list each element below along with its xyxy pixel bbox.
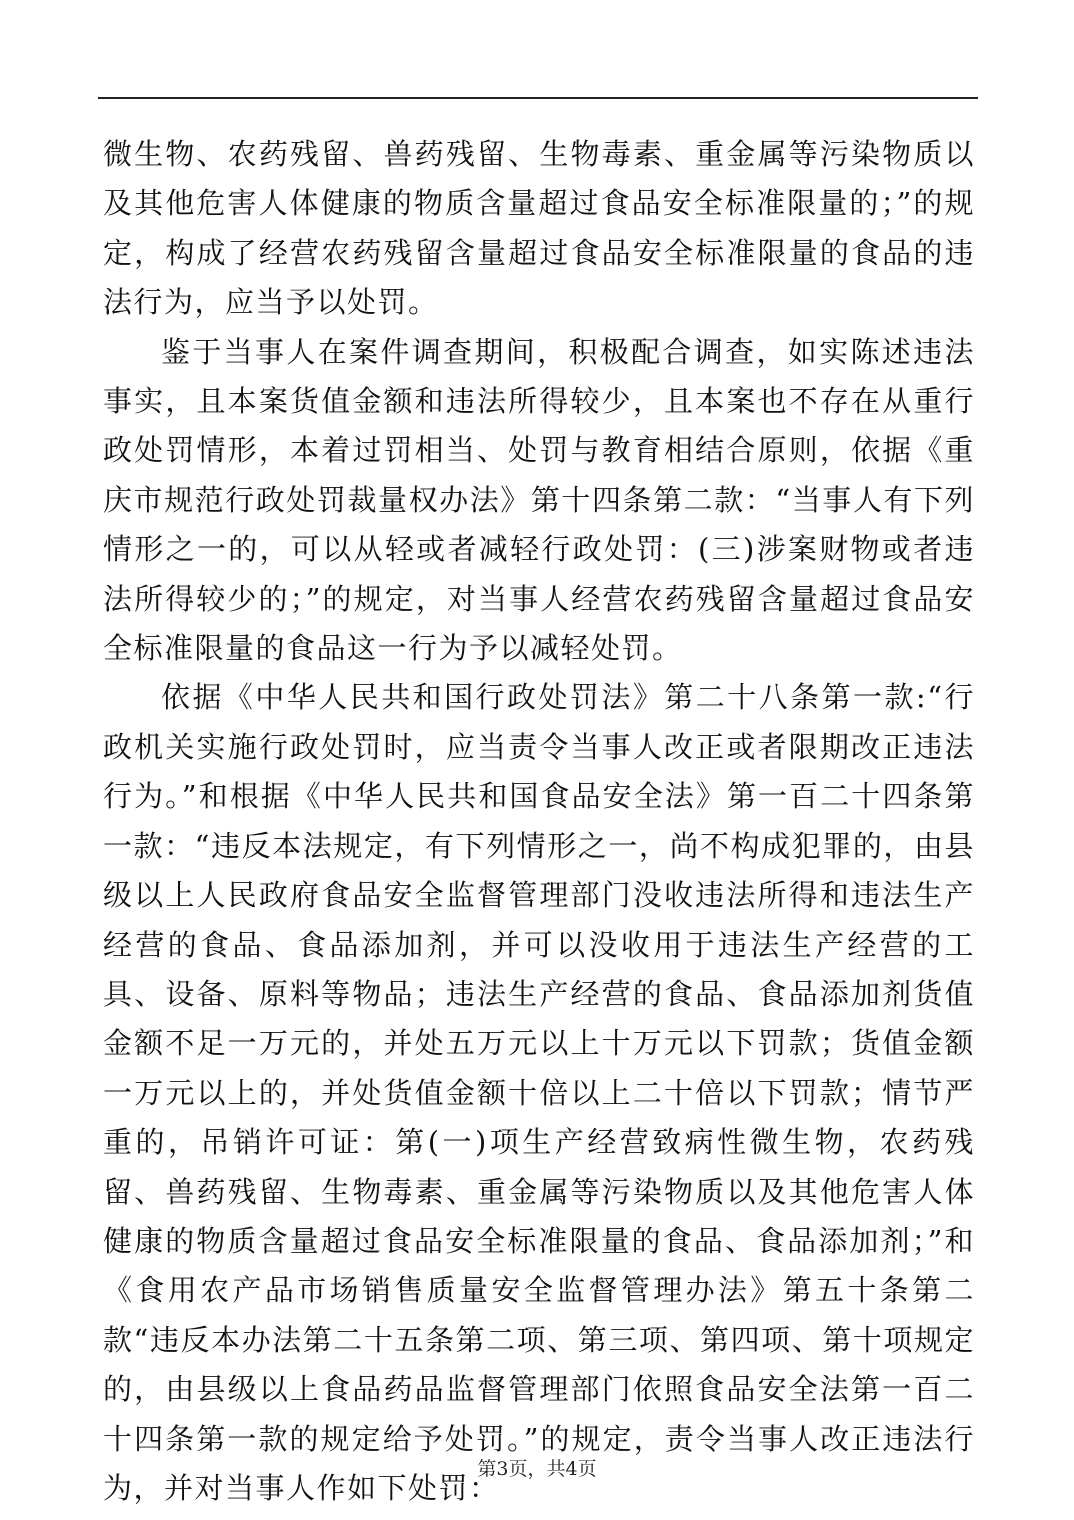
document-body <box>103 130 975 1513</box>
page-number-footer: 第3页，共4页 <box>477 1458 597 1480</box>
paragraph-mitigation: 鉴于当事人在案件调查期间，积极配合调查，如实陈述违法事实，且本案货值金额和违法所得较少，且本案也不存在从重行政处罚情形，本着过罚相当、处罚与教育相结合原则，依据《重庆市规范行政处罚裁量权办法》第十四条第二款：“当事人有下列情形之一的，可以从轻或者减轻行政处罚：(三)涉案财物或者违法所得较少的；”的规定，对当事人经营农药残留含量超过食品安全标准限量的食品这一行为予以减轻处罚。 <box>103 334 975 666</box>
paragraph-continuation: 微生物、农药残留、兽药残留、生物毒素、重金属等污染物质以及其他危害人体健康的物质含量超过食品安全标准限量的；”的规定，构成了经营农药残留含量超过食品安全标准限量的食品的违法行为，应当予以处罚。 <box>103 137 975 320</box>
paragraph-legal-basis: 依据《中华人民共和国行政处罚法》第二十八条第一款:“行政机关实施行政处罚时，应当责令当事人改正或者限期改正违法行为。”和根据《中华人民共和国食品安全法》第一百二十四条第一款：“违反本法规定，有下列情形之一，尚不构成犯罪的，由县级以上人民政府食品安全监督管理部门没收违法所得和违法生产经营的食品、食品添加剂，并可以没收用于违法生产经营的工具、设备、原料等物品；违法生产经营的食品、食品添加剂货值金额不足一万元的，并处五万元以上十万元以下罚款；货值金额一万元以上的，并处货值金额十倍以上二十倍以下罚款；情节严重的，吊销许可证：第(一)项生产经营致病性微生物，农药残留、兽药残留、生物毒素、重金属等污染物质以及其他危害人体健康的物质含量超过食品安全标准限量的食品、食品添加剂；”和《食用农产品市场销售质量安全监督管理办法》第五十条第二款“违反本办法第二十五条第二项、第三项、第四项、第十项规定的，由县级以上食品药品监督管理部门依照食品安全法第一百二十四条第一款的规定给予处罚。”的规定，责令当事人改正违法行为，并对当事人作如下处罚： <box>103 680 975 1505</box>
header-rule <box>98 97 978 99</box>
